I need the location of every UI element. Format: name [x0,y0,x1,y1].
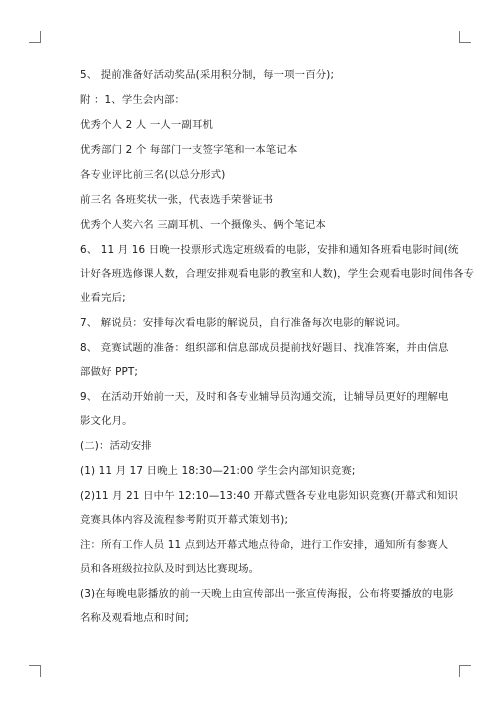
text-line: 5、 提前准备好活动奖品(采用积分制，每一项一百分); [80,69,335,81]
page-corner-mark-bottom-left [29,665,41,677]
text-line: (二)：活动安排 [80,440,152,452]
text-line: 附 ：1、学生会内部： [80,94,186,106]
paragraph-schedule-3 [80,582,454,630]
text-line: 优秀个人奖六名 三副耳机、一个摄像头、俩个笔记本 [80,219,326,231]
text-line: 员和各班级拉拉队及时到达比赛现场。 [80,563,260,575]
paragraph-schedule-1 [80,459,425,483]
page-corner-mark-top-right [459,31,471,43]
text-line: 计好各班选修课人数，合理安排观看电影的教室和人数)，学生会观看电影时间伟各专 [80,268,475,280]
paragraph-note-staff [80,533,449,581]
text-line: (2)11 月 21 日中午 12:10—13:40 开幕式暨各专业电影知识竞赛(开幕式和知识 [80,490,459,502]
text-line: 业看完后; [80,292,126,304]
text-line: 优秀个人 2 人 一人一副耳机 [80,119,214,131]
paragraph-individual-award [80,213,425,237]
page-corner-mark-bottom-right [459,665,471,677]
paragraph-appendix-heading [80,88,425,112]
paragraph-prize-prep [80,63,425,87]
text-line: (3)在每晚电影播放的前一天晚上由宣传部出一张宣传海报，公布将要播放的电影 [80,588,454,600]
paragraph-major-ranking [80,163,425,187]
text-line: 7、 解说员：安排每次看电影的解说员，自行准备每次电影的解说词。 [80,317,407,329]
text-line: 注：所有工作人员 11 点到达开幕式地点待命，进行工作安排，通知所有参赛人 [80,539,449,551]
paragraph-excellent-department [80,138,425,162]
paragraph-quiz-prep [80,336,449,384]
paragraph-counselor-communication [80,385,449,433]
paragraph-schedule-2 [80,484,459,532]
text-line: 前三名 各班奖状一张，代表选手荣誉证书 [80,194,274,206]
section-heading-activity-schedule [80,434,425,458]
paragraph-top-three [80,188,425,212]
text-line: 各专业评比前三名(以总分形式) [80,169,226,181]
text-line: 竞赛具体内容及流程参考附页开幕式策划书); [80,514,289,526]
text-line: 9、 在活动开始前一天，及时和各专业辅导员沟通交流，让辅导员更好的理解电 [80,391,449,403]
text-line: 部做好 PPT; [80,366,139,378]
document-body [80,63,475,631]
paragraph-commentator [80,311,425,335]
page-corner-mark-top-left [29,31,41,43]
text-line: 优秀部门 2 个 每部门一支签字笔和一本笔记本 [80,144,298,156]
text-line: 名称及观看地点和时间; [80,612,190,624]
text-line: 8、 竞赛试题的准备：组织部和信息部成员提前找好题目、找准答案，并由信息 [80,342,449,354]
paragraph-excellent-individual [80,113,425,137]
text-line: (1) 11 月 17 日晚上 18:30—21:00 学生会内部知识竞赛; [80,465,356,477]
paragraph-movie-vote [80,238,475,310]
text-line: 影文化月。 [80,415,133,427]
text-line: 6、 11 月 16 日晚一投票形式选定班级看的电影，安排和通知各班看电影时间(统 [80,244,459,256]
